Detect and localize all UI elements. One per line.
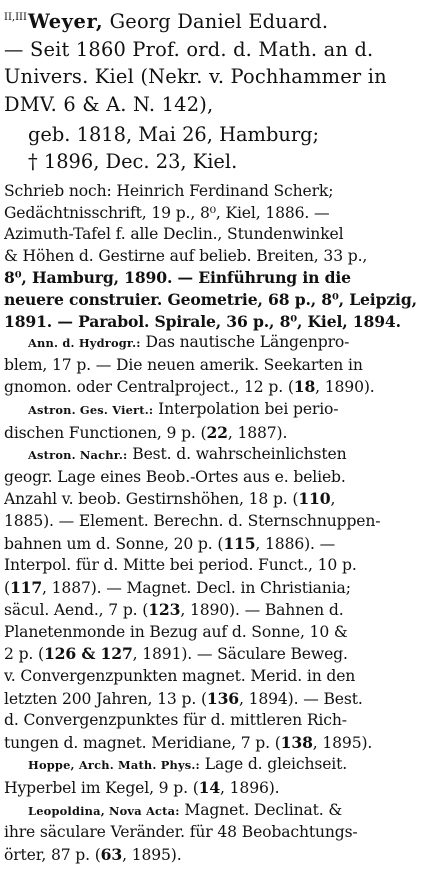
astron-nachr-line-2: geogr. Lage eines Beob.-Ortes aus e. belieb. bbox=[4, 467, 346, 486]
hydrogr-text: , 1890). bbox=[315, 378, 375, 397]
astron-nachr-text: , 1887). — Magnet. Decl. in Christiania; bbox=[42, 578, 351, 597]
writings-line-3: Azimuth-Tafel f. alle Declin., Stundenwinkel bbox=[4, 225, 344, 244]
source-astron-viert: Astron. Ges. Viert.: bbox=[28, 402, 154, 417]
volume-number: 126 & 127 bbox=[43, 644, 133, 664]
hydrogr-line-3 bbox=[4, 376, 441, 399]
volume-number: 123 bbox=[148, 600, 181, 620]
hoppe-text: Hyperbel im Kegel, 9 p. ( bbox=[4, 779, 199, 798]
astron-nachr-text: bahnen um d. Sonne, 20 p. ( bbox=[4, 534, 224, 553]
hoppe-line-1 bbox=[4, 754, 441, 777]
writings-line-6: neuere construier. Geometrie, 68 p., 8⁰, Leipzig, bbox=[4, 289, 417, 309]
hydrogr-line-2: blem, 17 p. — Die neuen amerik. Seekarten in bbox=[4, 355, 363, 374]
leopoldina-line-3 bbox=[4, 844, 441, 867]
astron-nachr-line-5 bbox=[4, 533, 441, 556]
astron-nachr-text: säcul. Aend., 7 p. ( bbox=[4, 601, 149, 620]
astron-nachr-text: , 1890). — Bahnen d. bbox=[180, 601, 344, 620]
volume-number: 117 bbox=[9, 577, 43, 597]
hoppe-line-2 bbox=[4, 777, 441, 800]
astron-nachr-line-12 bbox=[4, 688, 441, 711]
leopoldina-text: , 1895). bbox=[122, 845, 182, 864]
source-astron-nachr: Astron. Nachr.: bbox=[28, 448, 128, 463]
astron-nachr-line-9: Planetenmonde in Bezug auf d. Sonne, 10 & bbox=[4, 622, 348, 641]
astron-nachr-text: Anzahl v. beob. Gestirnshöhen, 18 p. ( bbox=[4, 490, 299, 509]
volume-number: 14 bbox=[198, 778, 221, 798]
astron-nachr-text: , 1895). bbox=[312, 733, 373, 752]
volume-number: 22 bbox=[206, 422, 228, 442]
entry-header bbox=[4, 4, 441, 118]
leopoldina-text: Magnet. Declinat. & bbox=[179, 800, 343, 819]
leopoldina-line-1 bbox=[4, 800, 441, 823]
hoppe-text: Lage d. gleichseit. bbox=[199, 755, 348, 774]
header-line-1 bbox=[4, 4, 441, 36]
hydrogr-text: Das nautische Längenpro- bbox=[140, 333, 350, 352]
astron-viert-line-1 bbox=[4, 399, 441, 422]
source-leopoldina: Leopoldina, Nova Acta: bbox=[28, 803, 180, 818]
astron-nachr-line-7 bbox=[4, 577, 441, 600]
source-hydrogr: Ann. d. Hydrogr.: bbox=[28, 336, 141, 351]
leopoldina-text: örter, 87 p. ( bbox=[4, 845, 101, 864]
hydrogr-text: gnomon. oder Centralproject., 12 p. ( bbox=[4, 378, 294, 397]
astron-nachr-text: letzten 200 Jahren, 13 p. ( bbox=[4, 689, 207, 708]
hoppe-text: , 1896). bbox=[220, 779, 280, 798]
publications bbox=[4, 181, 441, 866]
writings-line-1: Schrieb noch: Heinrich Ferdinand Scherk; bbox=[4, 182, 334, 200]
surname: Weyer, bbox=[27, 10, 104, 33]
astron-nachr-text: 2 p. ( bbox=[4, 645, 44, 664]
writings-line-4: & Höhen d. Gestirne auf belieb. Breiten, 33 p., bbox=[4, 246, 368, 265]
astron-viert-line-2 bbox=[4, 422, 441, 445]
astron-nachr-text: ( bbox=[4, 578, 10, 597]
writings-line-7: 1891. — Parabol. Spirale, 36 p., 8⁰, Kiel, 1894. bbox=[4, 311, 401, 331]
astron-viert-text: Interpolation bei perio- bbox=[153, 399, 339, 418]
astron-nachr-line-10 bbox=[4, 643, 441, 666]
life-dates bbox=[4, 121, 441, 175]
astron-nachr-line-13: d. Convergenzpunktes für d. mittleren Rich- bbox=[4, 711, 347, 730]
astron-nachr-text: , 1891). — Säculare Beweg. bbox=[132, 645, 348, 664]
volume-number: 115 bbox=[223, 533, 256, 553]
astron-viert-text: dischen Functionen, 9 p. ( bbox=[4, 423, 207, 442]
volume-number: 18 bbox=[293, 377, 316, 397]
birth-line: geb. 1818, Mai 26, Hamburg; bbox=[28, 123, 320, 146]
astron-viert-text: , 1887). bbox=[227, 423, 288, 442]
astron-nachr-line-1 bbox=[4, 444, 441, 467]
astron-nachr-line-3 bbox=[4, 488, 441, 511]
volume-number: 136 bbox=[206, 688, 239, 708]
header-line-2: — Seit 1860 Prof. ord. d. Math. an d. bbox=[4, 37, 374, 61]
astron-nachr-text: tungen d. magnet. Meridiane, 7 p. ( bbox=[4, 733, 281, 752]
death-line: † 1896, Dec. 23, Kiel. bbox=[28, 150, 238, 173]
volume-number: 63 bbox=[100, 844, 123, 864]
volume-number: 110 bbox=[298, 489, 331, 509]
writings-line-5: 8⁰, Hamburg, 1890. — Einführung in die bbox=[4, 268, 351, 288]
astron-nachr-line-11: v. Convergenzpunkten magnet. Merid. in den bbox=[4, 667, 356, 686]
astron-nachr-line-8 bbox=[4, 599, 441, 622]
hydrogr-line-1 bbox=[4, 332, 441, 355]
astron-nachr-text: Best. d. wahrscheinlichsten bbox=[127, 445, 347, 464]
volume-marks: II,III bbox=[4, 12, 27, 23]
astron-nachr-text: , 1894). — Best. bbox=[238, 689, 363, 708]
header-line-4: DMV. 6 & A. N. 142), bbox=[4, 92, 214, 116]
header-line-3: Univers. Kiel (Nekr. v. Pochhammer in bbox=[4, 65, 387, 88]
volume-number: 138 bbox=[280, 732, 313, 752]
leopoldina-line-2: ihre säculare Veränder. für 48 Beobachtungs- bbox=[4, 823, 358, 842]
given-names: Georg Daniel Eduard. bbox=[103, 10, 329, 33]
astron-nachr-line-6: Interpol. für d. Mitte bei period. Funct., 10 p. bbox=[4, 556, 357, 575]
source-hoppe: Hoppe, Arch. Math. Phys.: bbox=[28, 758, 200, 773]
writings-line-2: Gedächtnisschrift, 19 p., 8⁰, Kiel, 1886. — bbox=[4, 203, 330, 222]
astron-nachr-line-14 bbox=[4, 732, 441, 755]
astron-nachr-text: , 1886). — bbox=[255, 534, 336, 553]
astron-nachr-line-4: 1885). — Element. Berechn. d. Sternschnuppen- bbox=[4, 511, 381, 530]
astron-nachr-text: , bbox=[330, 490, 336, 509]
